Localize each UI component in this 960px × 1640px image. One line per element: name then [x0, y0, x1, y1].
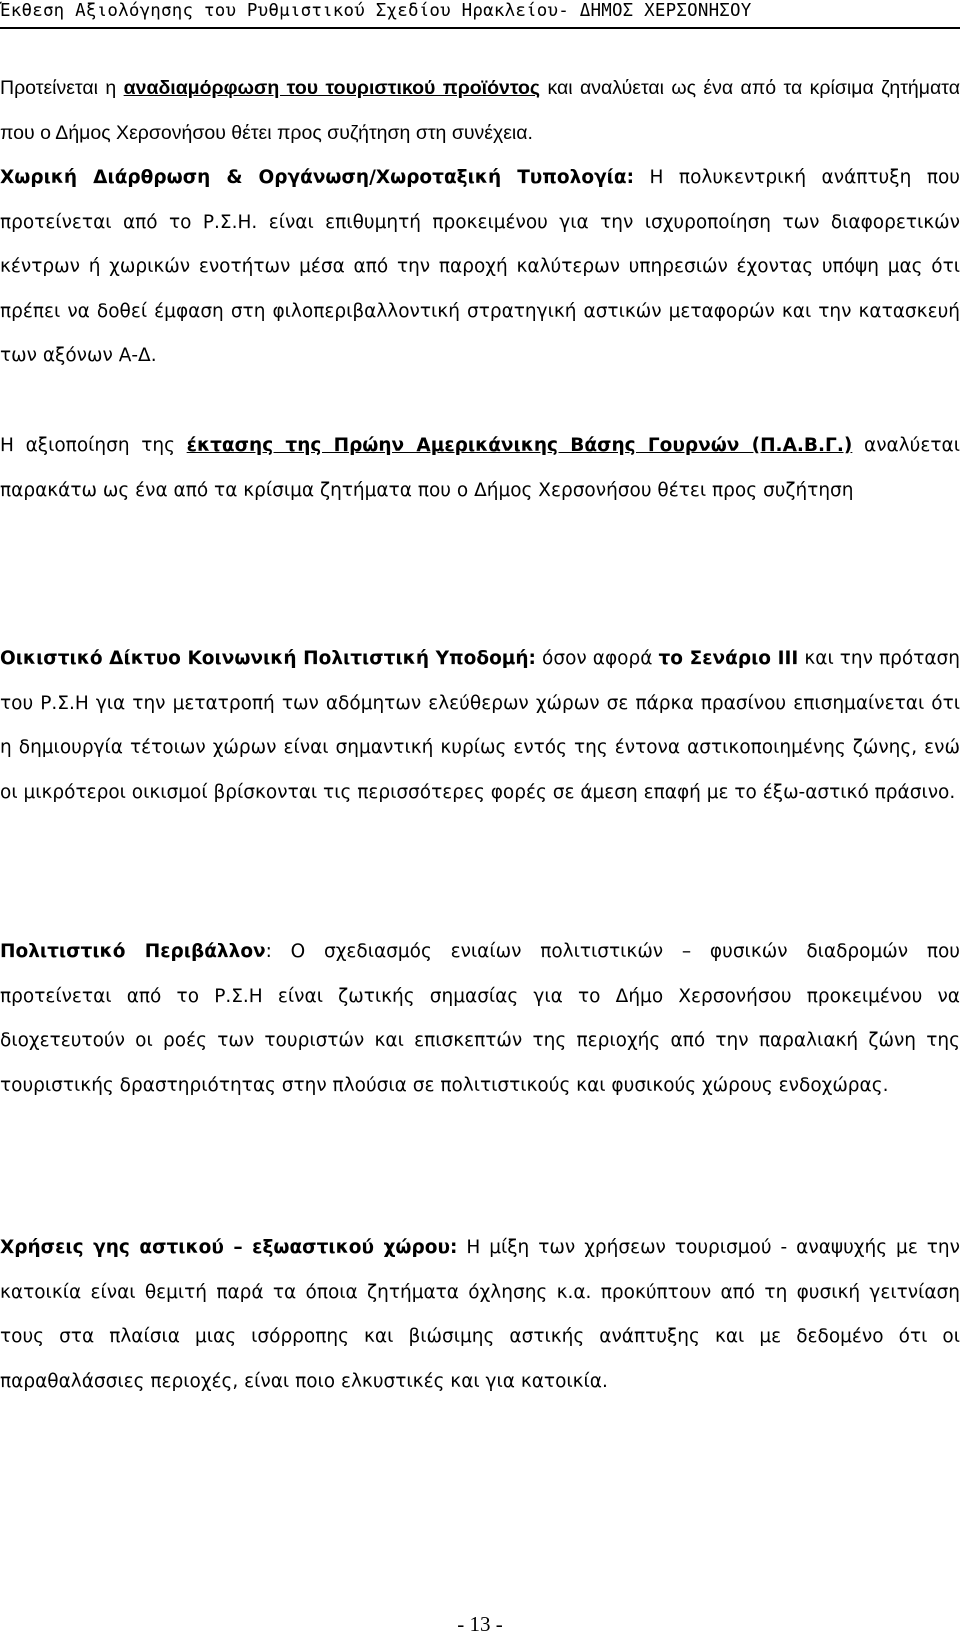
emphasis-american-base: έκτασης της Πρώην Αμερικάνικης Βάσης Γουρνών (Π.Α.Β.Γ.): [186, 435, 853, 456]
heading-cultural-environment: Πολιτιστικό Περιβάλλον: [0, 941, 266, 962]
paragraph-cultural-environment: Πολιτιστικό Περιβάλλον: Ο σχεδιασμός ενιαίων πολιτιστικών – φυσικών διαδρομών που προτείνεται από το Ρ.Σ.Η είναι ζωτικής σημασίας για το Δήμο Χερσονήσου προκειμένου να διοχετευτούν οι ροές των τουριστών και επισκεπτών της περιοχής από την παραλιακή ζώνη της τουριστικής δραστηριότητας στην πλούσια σε πολιτιστικούς και φυσικούς χώρους ενδοχώρας.: [0, 941, 960, 1096]
heading-settlement-network: Οικιστικό Δίκτυο Κοινωνική Πολιτιστική Υποδομή:: [0, 648, 536, 669]
paragraph-settlement-network: Οικιστικό Δίκτυο Κοινωνική Πολιτιστική Υποδομή: όσον αφορά το Σενάριο ΙΙΙ και την πρόταση του Ρ.Σ.Η για την μετατροπή των αδόμητων ελεύθερων χώρων σε πάρκα πρασίνου επισημαίνεται ότι η δημιουργία τέτοιων χώρων είναι σημαντική κυρίως εντός της έντονα αστικοποιημένης ζώνης, ενώ οι μικρότεροι οικισμοί βρίσκονται τις περισσότερες φορές σε άμεση επαφή με το έξω-αστικό πράσινο.: [0, 648, 960, 803]
heading-spatial-structure: Χωρική Διάρθρωση & Οργάνωση/Χωροταξική Τυπολογία:: [0, 167, 634, 188]
paragraph-spatial-structure: Χωρική Διάρθρωση & Οργάνωση/Χωροταξική Τυπολογία: Η πολυκεντρική ανάπτυξη που προτείνεται από το Ρ.Σ.Η. είναι επιθυμητή προκειμένου για την ισχυροποίηση των διαφορετικών κέντρων ή χωρικών ενοτήτων μέσα από την παροχή καλύτερων υπηρεσιών έχοντας υπόψη μας ότι πρέπει να δοθεί έμφαση στη φιλοπεριβαλλοντική στρατηγική αστικών μεταφορών και την κατασκευή των αξόνων Α-Δ.: [0, 167, 960, 366]
page-number: - 13 -: [457, 1612, 503, 1636]
heading-land-use: Χρήσεις γης αστικού – εξωαστικού χώρου:: [0, 1237, 458, 1258]
paragraph-land-use: Χρήσεις γης αστικού – εξωαστικού χώρου: Η μίξη των χρήσεων τουρισμού - αναψυχής με την κατοικία είναι θεμιτή παρά τα όποια ζητήματα όχλησης κ.α. προκύπτουν από τη φυσική γειτνίαση τους στα πλαίσια μιας ισόρροπης και βιώσιμης αστικής ανάπτυξης και με δεδομένο ότι οι παραθαλάσσιες περιοχές, είναι ποιο ελκυστικές και για κατοικία.: [0, 1237, 960, 1392]
scenario-iii: το Σενάριο ΙΙΙ: [658, 648, 799, 669]
document-header: [0, 0, 960, 30]
emphasis-tourism-product: αναδιαμόρφωση του τουριστικού προϊόντος: [123, 77, 541, 99]
header-rule: [0, 27, 960, 29]
paragraph-american-base: Η αξιοποίηση της έκτασης της Πρώην Αμερικάνικης Βάσης Γουρνών (Π.Α.Β.Γ.) αναλύεται παρακάτω ως ένα από τα κρίσιμα ζητήματα που ο Δήμος Χερσονήσου θέτει προς συζήτηση: [0, 435, 960, 501]
paragraph-tourism-product: Προτείνεται η αναδιαμόρφωση του τουριστικού προϊόντος και αναλύεται ως ένα από τα κρίσιμα ζητήματα που ο Δήμος Χερσονήσου θέτει προς συζήτηση στη συνέχεια.: [0, 77, 960, 144]
header-title: Έκθεση Αξιολόγησης του Ρυθμιστικού Σχεδίου Ηρακλείου- ΔΗΜΟΣ ΧΕΡΣΟΝΗΣΟΥ: [0, 1, 752, 21]
